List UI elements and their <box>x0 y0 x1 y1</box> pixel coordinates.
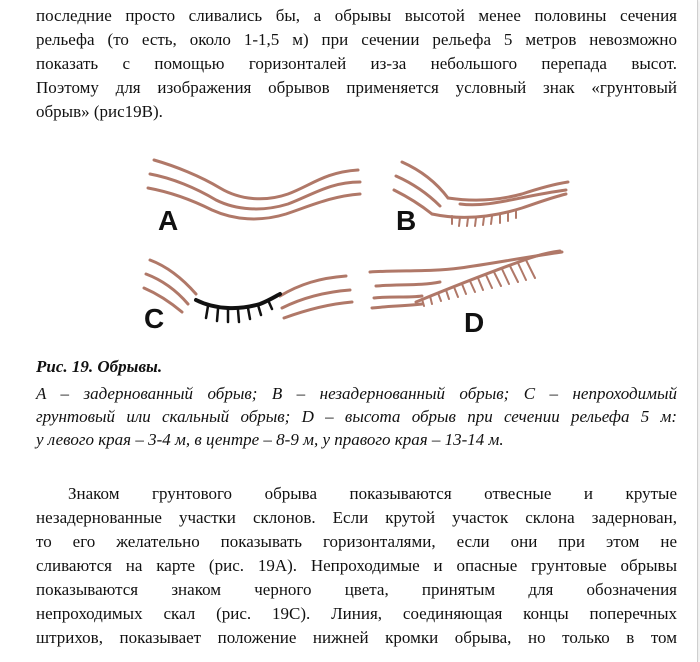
caption-title: Рис. 19. Обрывы. <box>36 357 163 376</box>
text-line: непроходимых скал (рис. 19С). Линия, соединяющая концы поперечных <box>36 604 677 623</box>
figure-c-impassable-cliff <box>144 260 352 322</box>
text-line: последние просто сливались бы, а обрывы высотой менее половины сечения <box>36 6 677 25</box>
label-c: C <box>144 303 165 334</box>
figure-a-sodded-cliff <box>148 160 360 219</box>
paragraph-intro <box>36 4 677 124</box>
text-line: Знаком грунтового обрыва показываются отвесные и крутые <box>68 484 677 503</box>
text-line: показать с помощью горизонталей из-за небольшого перепада высот. <box>36 54 677 73</box>
caption-line: грунтовый или скальный обрыв; D – высота обрыв при сечении рельефа 5 м: <box>36 407 677 426</box>
text-line: Поэтому для изображения обрывов применяется условный знак «грунтовый <box>36 78 677 97</box>
contour-line <box>148 188 360 219</box>
contour-line <box>376 282 440 286</box>
contour-line <box>370 252 562 272</box>
caption-line: A – задернованный обрыв; B – незадернованный обрыв; C – непроходимый <box>36 384 677 403</box>
contour-line <box>154 160 358 199</box>
contour-line <box>150 174 360 209</box>
label-b: B <box>396 205 417 236</box>
contour-line <box>282 290 350 308</box>
text-line: то его желательно показывать горизонталями, если они при этом не <box>36 532 677 551</box>
text-line: штрихов, показывает положение нижней кромки обрыва, но только в том <box>36 628 677 647</box>
text-line: обрыв» (рис19В). <box>36 102 163 121</box>
label-a: A <box>158 205 179 236</box>
caption-text <box>36 382 677 451</box>
caption-line: у левого края – 3-4 м, в центре – 8-9 м, у правого края – 13-14 м. <box>36 430 504 449</box>
cliffs-figure <box>130 148 570 348</box>
figure-b-unsodded-cliff <box>394 162 568 226</box>
paragraph-body <box>36 482 677 650</box>
text-line: показываются знаком черного цвета, принятым для обозначения <box>36 580 677 599</box>
figure-d-cliff-heights <box>370 251 562 308</box>
text-line: незадернованные участки склонов. Если крутой участок склона задернован, <box>36 508 677 527</box>
text-line: сливаются на карте (рис. 19А). Непроходимые и опасные грунтовые обрывы <box>36 556 677 575</box>
contour-line <box>372 304 422 308</box>
label-d: D <box>464 307 485 338</box>
text-line: рельефа (то есть, около 1-1,5 м) при сечении рельефа 5 метров невозможно <box>36 30 677 49</box>
contour-line <box>374 296 422 298</box>
contour-line <box>284 302 352 318</box>
